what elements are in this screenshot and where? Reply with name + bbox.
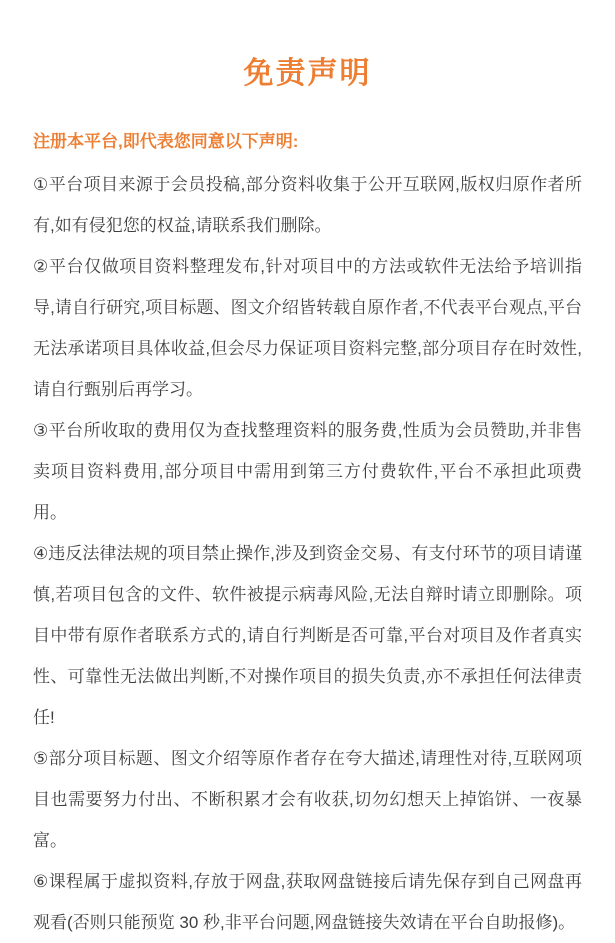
disclaimer-paragraph-5: ⑤部分项目标题、图文介绍等原作者存在夸大描述,请理性对待,互联网项目也需要努力付出、不断积累才会有收获,切勿幻想天上掉馅饼、一夜暴富。 <box>33 749 582 850</box>
disclaimer-paragraph-1: ①平台项目来源于会员投稿,部分资料收集于公开互联网,版权归原作者所有,如有侵犯您的权益,请联系我们删除。 <box>33 175 582 235</box>
disclaimer-paragraph-6: ⑥课程属于虚拟资料,存放于网盘,获取网盘链接后请先保存到自己网盘再观看(否则只能预览 30 秒,非平台问题,网盘链接失效请在平台自助报修)。 <box>33 872 582 932</box>
disclaimer-paragraph-4: ④违反法律法规的项目禁止操作,涉及到资金交易、有支付环节的项目请谨慎,若项目包含的文件、软件被提示病毒风险,无法自辩时请立即删除。项目中带有原作者联系方式的,请自行判断是否可靠,平台对项目及作者真实性、可靠性无法做出判断,不对操作项目的损失负责,亦不承担任何法律责任! <box>33 544 582 727</box>
disclaimer-paragraph-list <box>33 164 582 943</box>
page-title: 免责声明 <box>243 57 372 90</box>
intro-statement: 注册本平台,即代表您同意以下声明: <box>33 132 299 151</box>
disclaimer-paragraph-3: ③平台所收取的费用仅为查找整理资料的服务费,性质为会员赞助,并非售卖项目资料费用,部分项目中需用到第三方付费软件,平台不承担此项费用。 <box>33 421 582 522</box>
disclaimer-paragraph-2: ②平台仅做项目资料整理发布,针对项目中的方法或软件无法给予培训指导,请自行研究,项目标题、图文介绍皆转载自原作者,不代表平台观点,平台无法承诺项目具体收益,但会尽力保证项目资料完整,部分项目存在时效性,请自行甄别后再学习。 <box>33 257 582 399</box>
